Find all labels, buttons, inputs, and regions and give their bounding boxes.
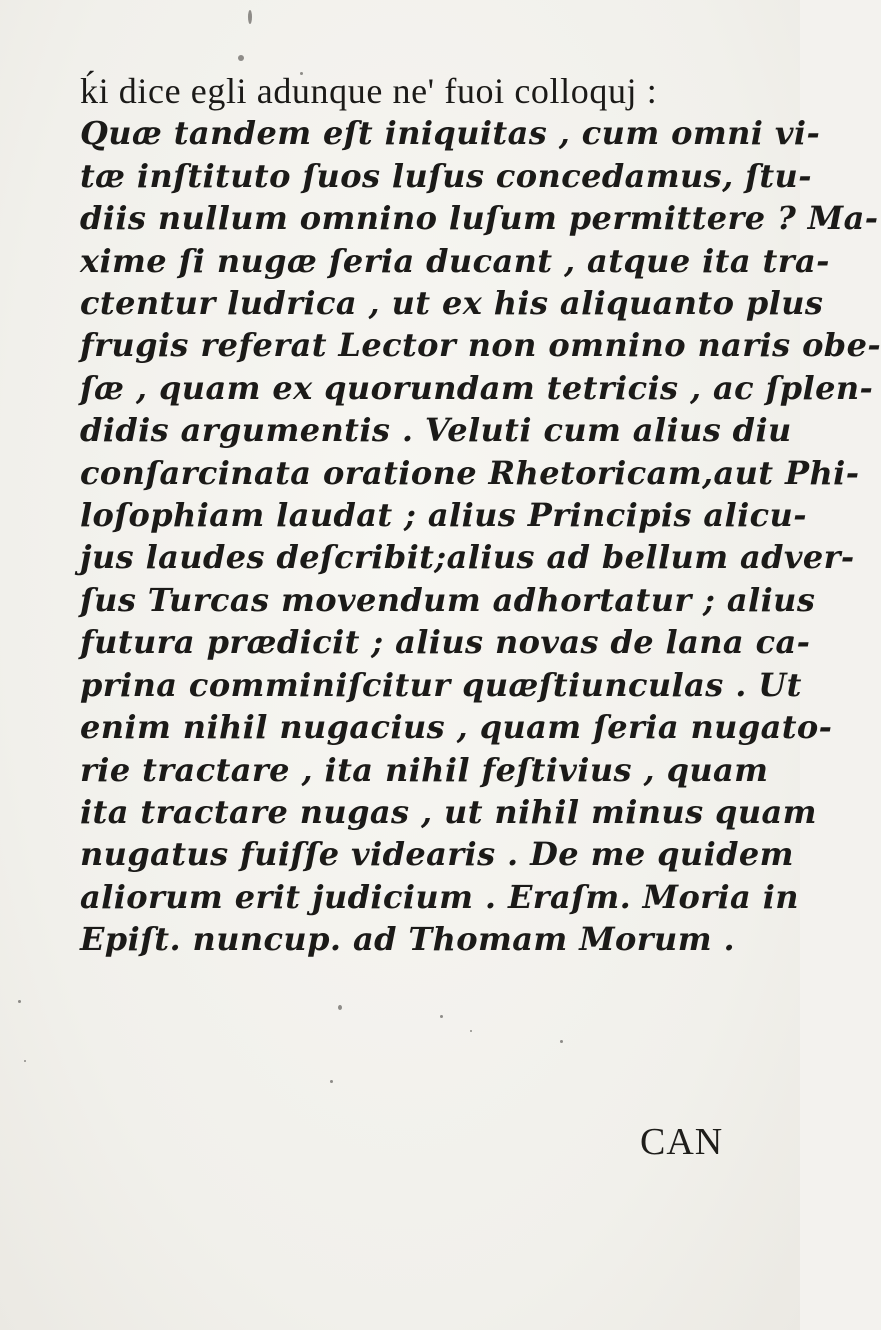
text-line-9: didis argumentis . Veluti cum alius diu [80, 411, 792, 450]
text-line-10: conſarcinata oratione Rhetoricam,aut Phi- [80, 453, 860, 492]
text-line-5: xime ſi nugæ ſeria ducant , atque ita tra- [80, 241, 830, 280]
text-line-1: ḱi dice egli adunque ne' fuoi colloquj : [80, 71, 658, 111]
text-line-14: futura prædicit ; alius novas de lana ca- [80, 623, 811, 662]
text-line-17: rie tractare , ita nihil feſtivius , quam [80, 750, 769, 789]
ink-speck [338, 1005, 342, 1010]
text-line-11: loſophiam laudat ; alius Principis alicu- [80, 496, 807, 535]
ink-speck [470, 1030, 472, 1032]
text-line-15: prina comminiſcitur quæſtiunculas . Ut [80, 665, 802, 704]
text-line-20: aliorum erit judicium . Eraſm. Moria in [80, 877, 799, 916]
text-line-3: tæ inſtituto ſuos luſus concedamus, ſtu- [80, 156, 812, 195]
text-line-18: ita tractare nugas , ut nihil minus quam [80, 792, 817, 831]
ink-speck [238, 55, 244, 61]
ink-speck [248, 10, 252, 24]
text-line-13: ſus Turcas movendum adhortatur ; alius [80, 580, 816, 619]
text-line-2: Quæ tandem eſt iniquitas , cum omni vi- [80, 114, 821, 153]
text-line-12: jus laudes deſcribit;alius ad bellum adver- [80, 538, 855, 577]
quotation-text [80, 70, 881, 961]
ink-speck [560, 1040, 563, 1043]
text-line-6: ctentur ludrica , ut ex his aliquanto plus [80, 284, 824, 323]
text-line-16: enim nihil nugacius , quam ſeria nugato- [80, 708, 833, 747]
text-line-21: Epiſt. nuncup. ad Thomam Morum . [80, 920, 736, 959]
catchword: CAN [640, 1121, 724, 1163]
ink-speck [330, 1080, 333, 1083]
text-line-7: frugis referat Lector non omnino naris obe- [80, 326, 881, 365]
text-line-4: diis nullum omnino luſum permittere ? Ma- [80, 199, 879, 238]
ink-speck [18, 1000, 21, 1003]
ink-speck [24, 1060, 26, 1062]
ink-speck [440, 1015, 443, 1018]
text-line-8: ſæ , quam ex quorundam tetricis , ac ſplen- [80, 368, 874, 407]
text-line-19: nugatus fuiſſe videaris . De me quidem [80, 835, 794, 874]
